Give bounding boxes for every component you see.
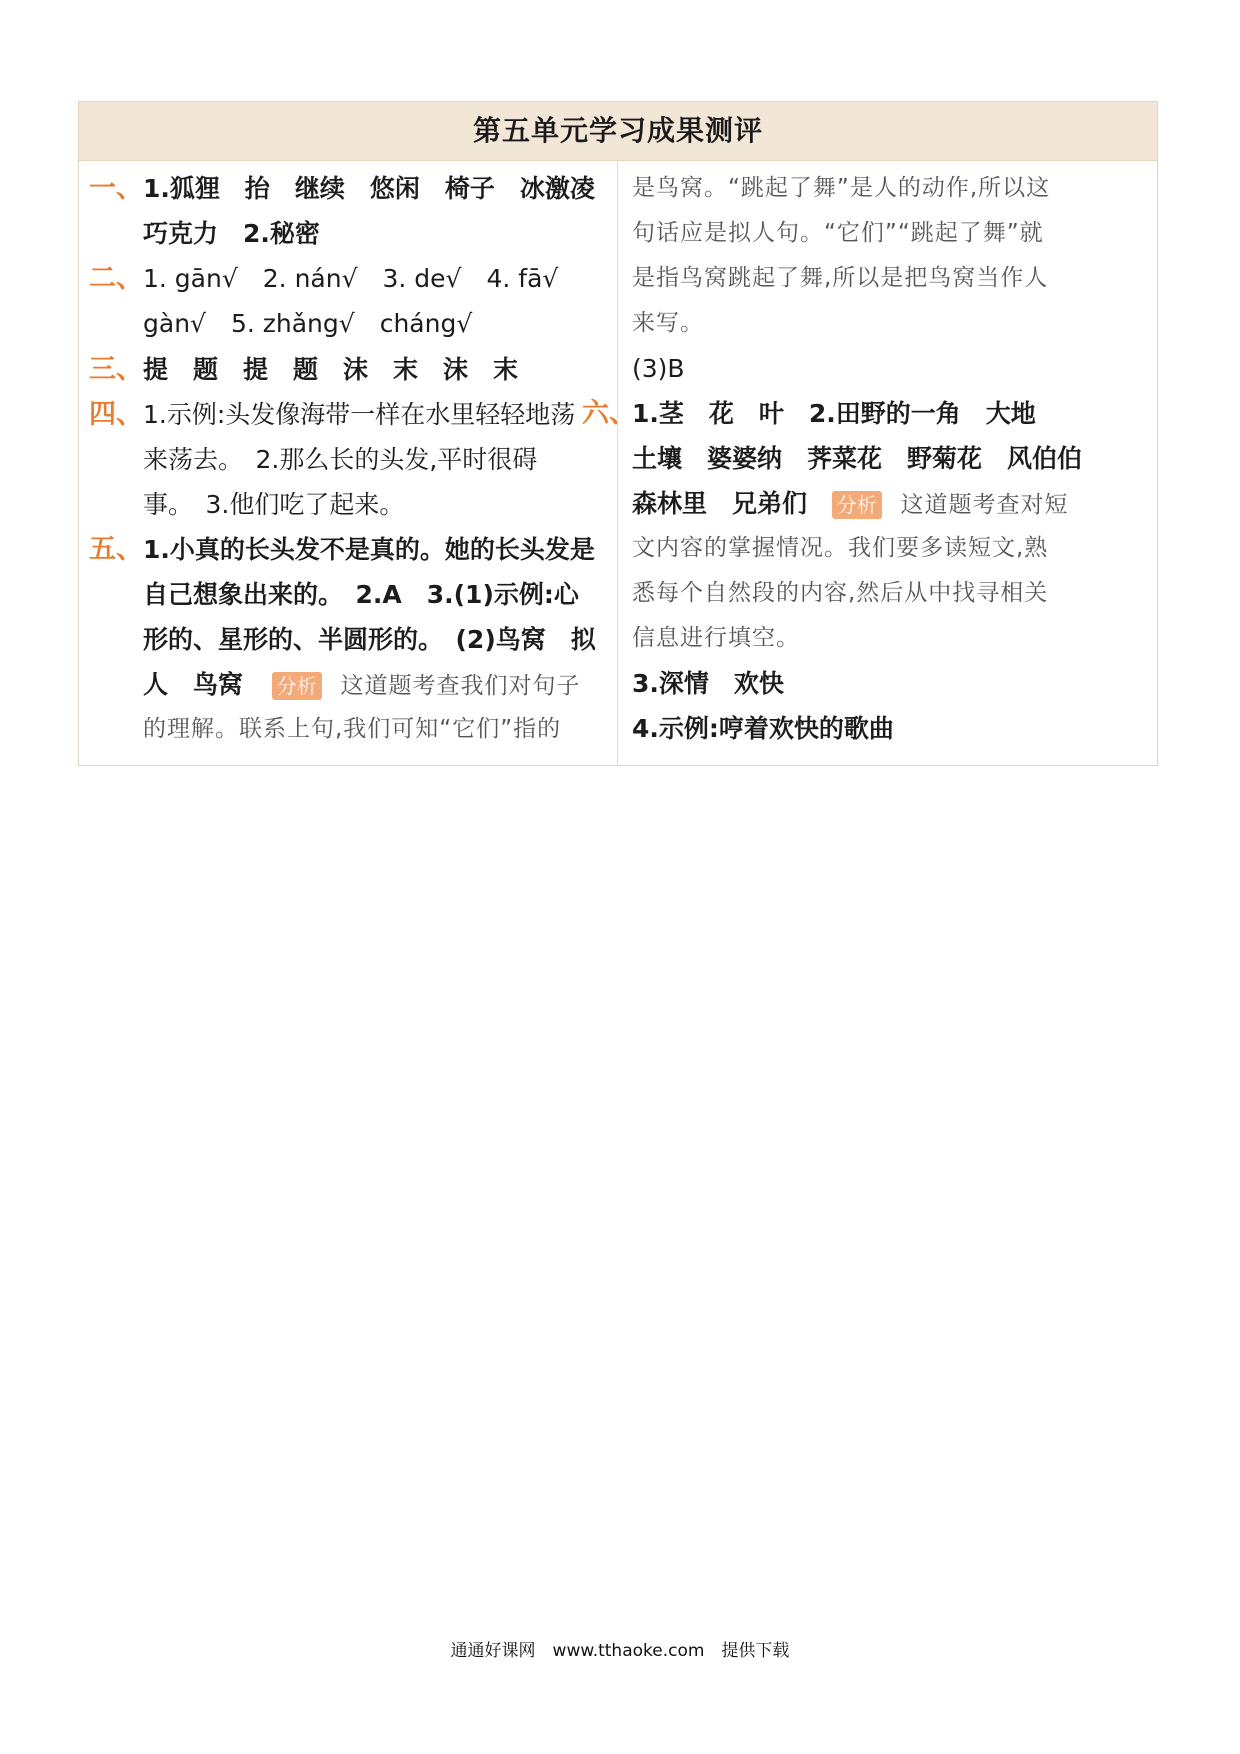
section-number-2: 二、 xyxy=(89,263,143,294)
answer-text: 人 鸟窝 xyxy=(143,670,244,699)
answer-card xyxy=(78,101,1158,766)
answer-line: 1.茎 花 叶 2.田野的一角 大地 xyxy=(632,399,1036,428)
card-header xyxy=(79,102,1157,161)
answer-line xyxy=(632,481,1068,526)
analysis-line: 是鸟窝。“跳起了舞”是人的动作,所以这 xyxy=(632,175,1051,201)
answer-line: 1.狐狸 抬 继续 悠闲 椅子 冰激凌 xyxy=(143,174,595,203)
analysis-tag xyxy=(832,491,882,519)
answer-line: 提 题 提 题 沫 末 沫 末 xyxy=(143,355,519,384)
section-number-3: 三、 xyxy=(89,354,143,385)
analysis-tag xyxy=(272,672,322,700)
answer-line: 1.示例:头发像海带一样在水里轻轻地荡 xyxy=(143,400,576,429)
tag-char: 析 xyxy=(296,674,317,698)
tag-char: 分 xyxy=(836,493,857,517)
answer-line: 事。 3.他们吃了起来。 xyxy=(143,490,405,519)
tag-char: 分 xyxy=(276,674,297,698)
analysis-line: 句话应是拟人句。“它们”“跳起了舞”就 xyxy=(632,220,1044,246)
column-divider xyxy=(617,160,618,765)
analysis-text: 这道题考查我们对句子 xyxy=(340,673,581,699)
answer-line: 4.示例:哼着欢快的歌曲 xyxy=(632,714,894,743)
answer-line: 自己想象出来的。 2.A 3.(1)示例:心 xyxy=(143,580,579,609)
analysis-line: 是指鸟窝跳起了舞,所以是把鸟窝当作人 xyxy=(632,265,1049,291)
section-number-5: 五、 xyxy=(89,534,143,565)
answer-line: 土壤 婆婆纳 荠菜花 野菊花 风伯伯 xyxy=(632,444,1083,473)
analysis-line: 悉每个自然段的内容,然后从中找寻相关 xyxy=(632,580,1049,606)
answer-line: 1. gān√ 2. nán√ 3. de√ 4. fā√ xyxy=(143,264,559,293)
analysis-line: 文内容的掌握情况。我们要多读短文,熟 xyxy=(632,535,1049,561)
analysis-text: 这道题考查对短 xyxy=(900,492,1069,518)
answer-line: 1.小真的长头发不是真的。她的长头发是 xyxy=(143,535,595,564)
tag-char: 析 xyxy=(856,493,877,517)
page-title: 第五单元学习成果测评 xyxy=(472,114,763,147)
section-number-1: 一、 xyxy=(89,173,143,204)
footer-credit: 通通好课网 www.tthaoke.com 提供下载 xyxy=(450,1641,790,1661)
answer-line: gàn√ 5. zhǎng√ cháng√ xyxy=(143,309,473,338)
analysis-line: 来写。 xyxy=(632,310,704,336)
answer-text: 森林里 兄弟们 xyxy=(632,489,808,518)
section-number-4: 四、 xyxy=(89,399,143,430)
answer-line: 3.深情 欢快 xyxy=(632,669,784,698)
analysis-line: 信息进行填空。 xyxy=(632,625,800,651)
analysis-line: 的理解。联系上句,我们可知“它们”指的 xyxy=(143,716,562,742)
answer-line: 形的、星形的、半圆形的。 (2)鸟窝 拟 xyxy=(143,625,596,654)
answer-line: 来荡去。 2.那么长的头发,平时很碍 xyxy=(143,445,538,474)
answer-line: (3)B xyxy=(632,354,685,383)
answer-line xyxy=(143,662,580,707)
section-number-6: 六、 xyxy=(582,398,636,429)
answer-line: 巧克力 2.秘密 xyxy=(143,219,320,248)
